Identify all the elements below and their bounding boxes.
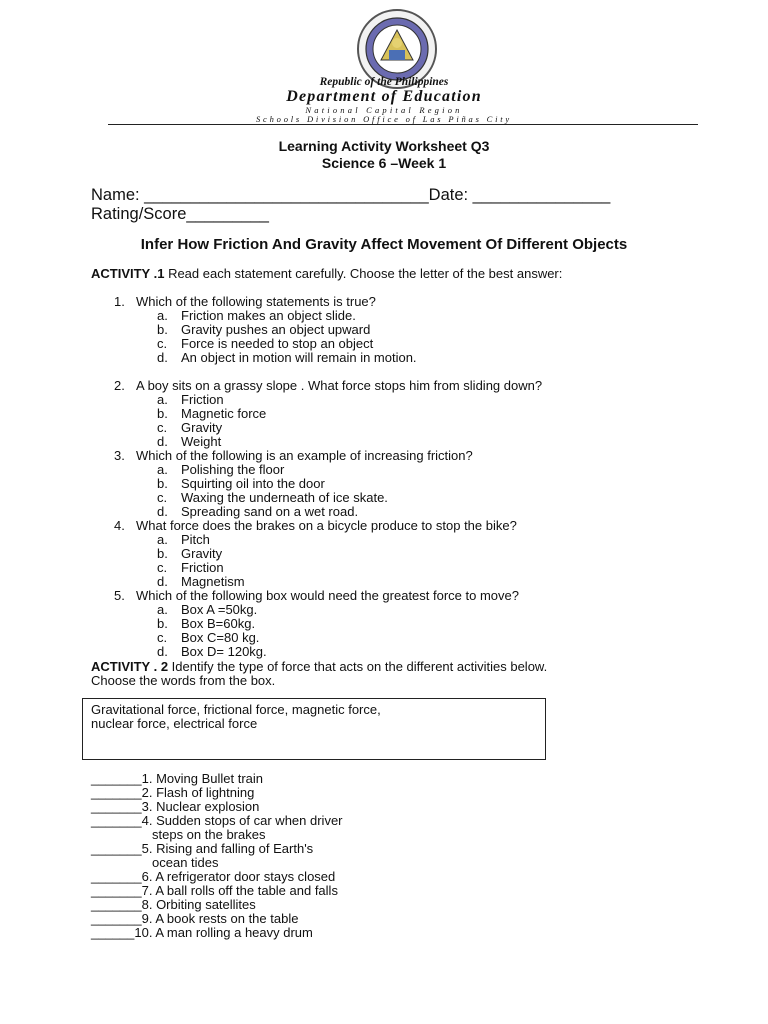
- header-republic: Republic of the Philippines: [319, 76, 449, 88]
- option[interactable]: d. Weight: [157, 434, 222, 449]
- topic-heading: Infer How Friction And Gravity Affect Movement Of Different Objects: [140, 236, 628, 253]
- activity1-instruction: [91, 266, 562, 281]
- option[interactable]: a. Polishing the floor: [157, 462, 285, 477]
- activity2-instruction: [91, 659, 547, 674]
- header-region: National Capital Region: [305, 105, 463, 115]
- answer-item[interactable]: _______1. Moving Bullet train: [91, 771, 264, 786]
- word-bank-line-2: nuclear force, electrical force: [91, 716, 258, 731]
- option[interactable]: b. Squirting oil into the door: [157, 476, 325, 491]
- activity2-instruction-2: Choose the words from the box.: [91, 673, 276, 688]
- option[interactable]: d. Box D= 120kg.: [157, 644, 267, 659]
- question-4: 4. What force does the brakes on a bicycle produce to stop the bike?: [114, 518, 517, 533]
- activity2-text: Identify the type of force that acts on the different activities below.: [168, 659, 548, 674]
- answer-item[interactable]: _______5. Rising and falling of Earth's: [91, 841, 314, 856]
- worksheet-title: Learning Activity Worksheet Q3: [278, 138, 490, 154]
- option[interactable]: c. Gravity: [157, 420, 223, 435]
- option[interactable]: b. Magnetic force: [157, 406, 267, 421]
- answer-item[interactable]: _______2. Flash of lightning: [91, 785, 255, 800]
- worksheet-subtitle: Science 6 –Week 1: [321, 155, 447, 171]
- option[interactable]: a. Pitch: [157, 532, 210, 547]
- answer-item[interactable]: _______4. Sudden stops of car when driver: [91, 813, 343, 828]
- option[interactable]: c. Box C=80 kg.: [157, 630, 260, 645]
- answer-item-continuation: steps on the brakes: [152, 827, 266, 842]
- question-3: 3. Which of the following is an example of increasing friction?: [114, 448, 473, 463]
- activity1-text: Read each statement carefully. Choose the letter of the best answer:: [164, 266, 563, 281]
- answer-item[interactable]: _______7. A ball rolls off the table and falls: [91, 883, 338, 898]
- activity1-label: ACTIVITY .1: [91, 266, 165, 281]
- option[interactable]: c. Waxing the underneath of ice skate.: [157, 490, 388, 505]
- question-2: 2. A boy sits on a grassy slope . What force stops him from sliding down?: [114, 378, 543, 393]
- activity2-label: ACTIVITY . 2: [91, 659, 169, 674]
- option[interactable]: b. Gravity: [157, 546, 223, 561]
- option[interactable]: a. Friction: [157, 392, 224, 407]
- option[interactable]: b. Gravity pushes an object upward: [157, 322, 371, 337]
- option[interactable]: b. Box B=60kg.: [157, 616, 256, 631]
- option[interactable]: a. Friction makes an object slide.: [157, 308, 356, 323]
- word-bank-line-1: Gravitational force, frictional force, magnetic force,: [91, 702, 381, 717]
- option[interactable]: d. An object in motion will remain in motion.: [157, 350, 417, 365]
- header-department: Department of Education: [286, 88, 482, 105]
- answer-item[interactable]: ______10. A man rolling a heavy drum: [91, 925, 313, 940]
- option[interactable]: a. Box A =50kg.: [157, 602, 258, 617]
- rating-score-field[interactable]: Rating/Score_________: [91, 205, 269, 223]
- option[interactable]: d. Spreading sand on a wet road.: [157, 504, 359, 519]
- question-1: 1. Which of the following statements is true?: [114, 294, 376, 309]
- header-divider: [108, 124, 698, 125]
- option[interactable]: c. Friction: [157, 560, 224, 575]
- answer-item[interactable]: _______9. A book rests on the table: [91, 911, 299, 926]
- option[interactable]: c. Force is needed to stop an object: [157, 336, 374, 351]
- answer-item[interactable]: _______3. Nuclear explosion: [91, 799, 260, 814]
- answer-item-continuation: ocean tides: [152, 855, 219, 870]
- answer-item[interactable]: _______8. Orbiting satellites: [91, 897, 256, 912]
- name-date-field[interactable]: Name: _______________________________Date: _______________: [91, 186, 611, 204]
- answer-item[interactable]: _______6. A refrigerator door stays closed: [91, 869, 336, 884]
- option[interactable]: d. Magnetism: [157, 574, 245, 589]
- header-division: Schools Division Office of Las Piñas City: [256, 114, 512, 124]
- question-5: 5. Which of the following box would need the greatest force to move?: [114, 588, 519, 603]
